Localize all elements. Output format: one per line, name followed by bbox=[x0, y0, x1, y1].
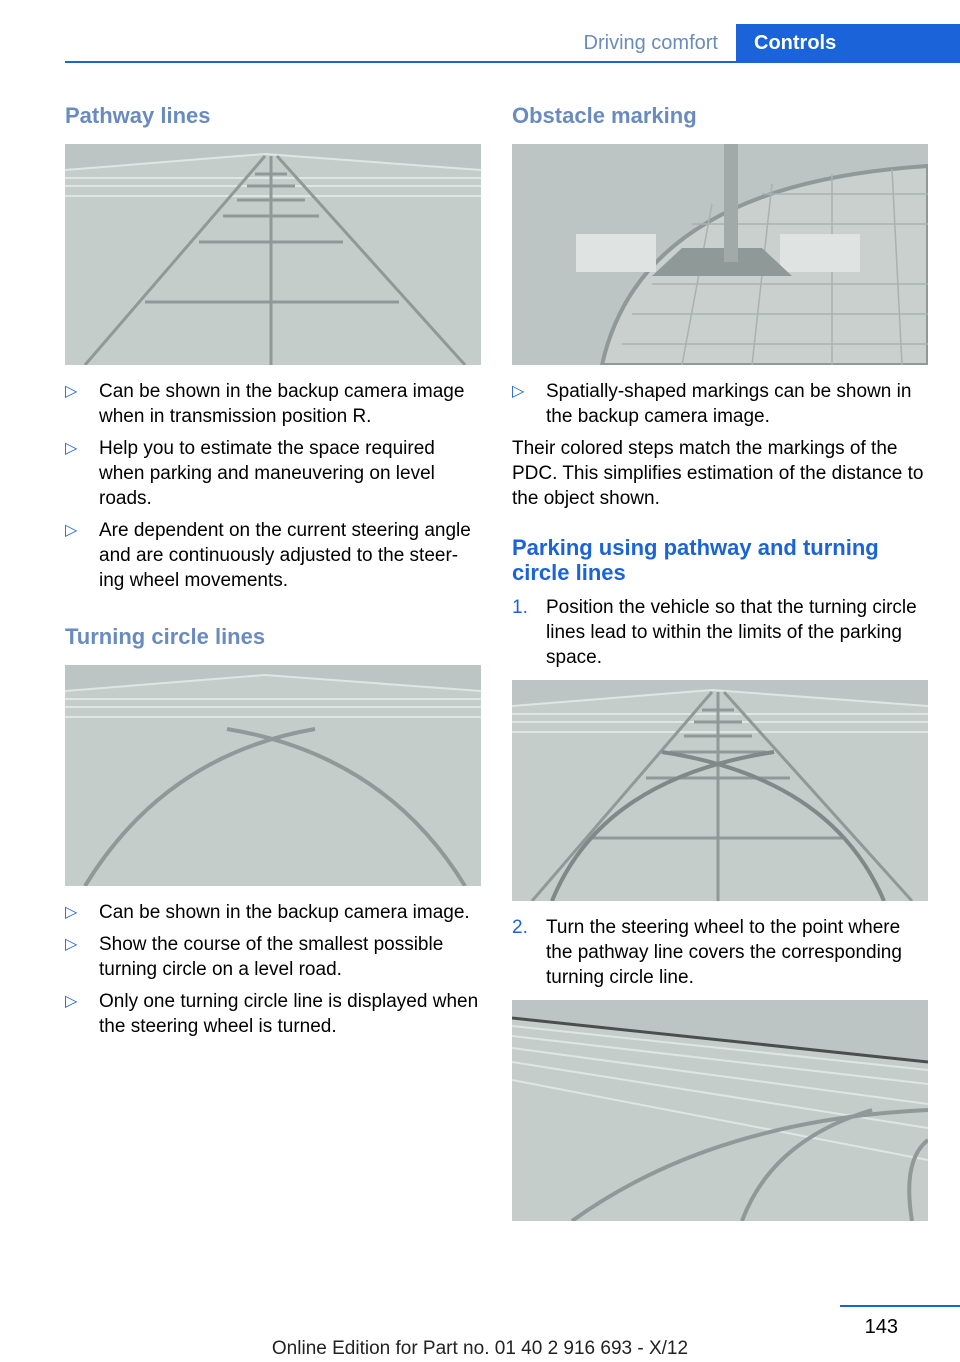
obstacle-marking-list bbox=[512, 379, 928, 429]
triangle-bullet-icon: ▷ bbox=[65, 993, 78, 1010]
page-rule bbox=[840, 1305, 960, 1307]
triangle-bullet-icon: ▷ bbox=[65, 440, 78, 457]
pathway-turning-combined-figure bbox=[512, 680, 928, 901]
parking-steps-continued bbox=[512, 915, 928, 990]
parking-steps bbox=[512, 595, 928, 670]
pathway-lines-heading: Pathway lines bbox=[65, 103, 211, 128]
page-number: 143 bbox=[864, 1316, 898, 1338]
list-item: ▷ Spatially-shaped markings can be shown in the backup camera image. bbox=[512, 381, 912, 427]
pathway-lines-list bbox=[65, 379, 481, 593]
list-item: ▷ Are dependent on the current steering angle and are continuously adjusted to the steer‐ing wheel movements. bbox=[65, 520, 471, 591]
footer-edition-text: Online Edition for Part no. 01 40 2 916 693 - X/12 bbox=[271, 1338, 689, 1359]
list-item: ▷ Help you to estimate the space required when parking and maneuvering on level roads. bbox=[65, 438, 435, 509]
triangle-bullet-icon: ▷ bbox=[65, 904, 78, 921]
list-item: ▷ Show the course of the smallest possible turning circle on a level road. bbox=[65, 934, 444, 980]
parking-heading: Parking using pathway and turning circle lines bbox=[512, 535, 879, 585]
left-column bbox=[65, 100, 481, 1046]
turning-circle-list bbox=[65, 900, 481, 1039]
turning-circle-heading: Turning circle lines bbox=[65, 624, 266, 649]
triangle-bullet-icon: ▷ bbox=[65, 522, 78, 539]
header-chapter-tab: Controls bbox=[736, 24, 960, 62]
pathway-lines-figure bbox=[65, 144, 481, 365]
triangle-bullet-icon: ▷ bbox=[65, 936, 78, 953]
obstacle-marking-figure bbox=[512, 144, 928, 365]
step-item: 2. Turn the steering wheel to the point where the pathway line covers the corresponding turning circle line. bbox=[512, 917, 902, 988]
obstacle-marking-paragraph: Their colored steps match the markings of the PDC. This simplifies estimation of the distance to the object shown. bbox=[512, 438, 924, 509]
list-item: ▷ Can be shown in the backup camera image when in transmission position R. bbox=[65, 381, 465, 427]
pathway-covers-turning-figure bbox=[512, 1000, 928, 1221]
list-item: ▷ Can be shown in the backup camera image. bbox=[65, 902, 470, 923]
step-item: 1. Position the vehicle so that the turning circle lines lead to within the limits of the parking space. bbox=[512, 597, 917, 668]
header-section-title: Driving comfort bbox=[583, 32, 718, 54]
right-column bbox=[512, 100, 928, 1235]
list-item: ▷ Only one turning circle line is displayed when the steering wheel is turned. bbox=[65, 991, 479, 1037]
header-rule bbox=[65, 61, 960, 63]
obstacle-marking-heading: Obstacle marking bbox=[512, 103, 697, 128]
step-number: 2. bbox=[512, 917, 528, 938]
triangle-bullet-icon: ▷ bbox=[512, 383, 525, 400]
turning-circle-figure bbox=[65, 665, 481, 886]
step-number: 1. bbox=[512, 597, 528, 618]
triangle-bullet-icon: ▷ bbox=[65, 383, 78, 400]
